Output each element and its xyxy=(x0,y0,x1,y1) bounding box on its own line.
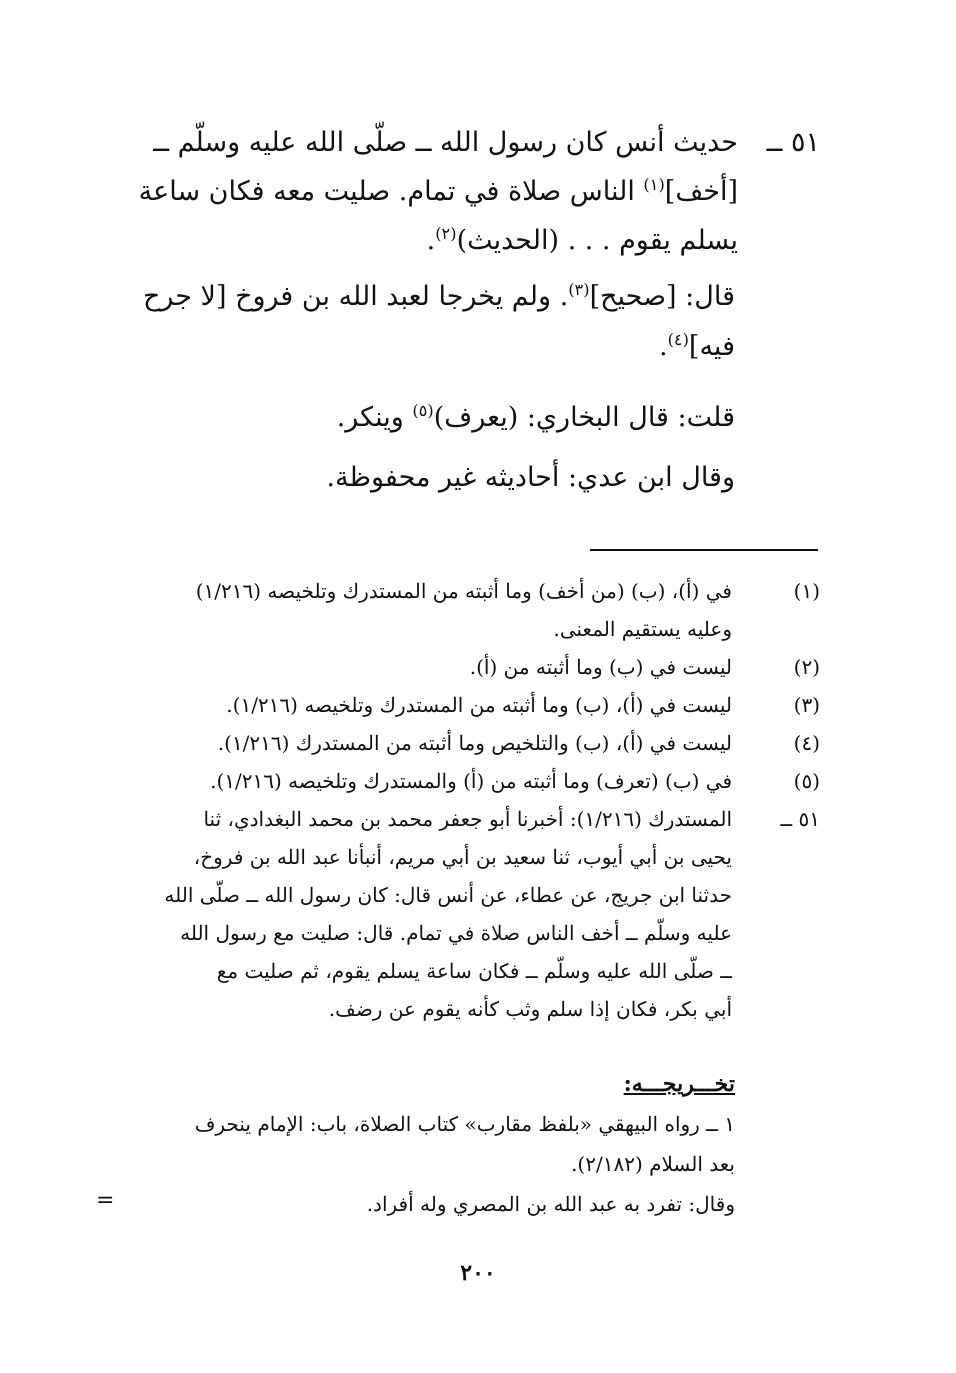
hadith-line-3: يسلم يقوم . . . (الحديث)$^{(٢)}$. xyxy=(426,224,738,256)
footnote-number: (٥) xyxy=(793,769,820,793)
footnote: (٣) ليست في (أ)، (ب) وما أثبته من المستدرك وتلخيصه (١/٢١٦). xyxy=(120,686,820,724)
hadith-text xyxy=(120,118,820,265)
footnote-number: (٢) xyxy=(793,655,820,679)
ibn-adi-line: وقال ابن عدي: أحاديثه غير محفوظة. xyxy=(326,462,735,493)
footnote-ref: (٢) xyxy=(435,224,457,243)
author-comment: قلت: قال البخاري: (يعرف)$^{(٥)}$ وينكر. وقال ابن عدي: أحاديثه غير محفوظة. xyxy=(120,388,735,508)
footnote: (٤) ليست في (أ)، (ب) والتلخيص وما أثبته من المستدرك (١/٢١٦). xyxy=(120,724,820,762)
takhrij-text: ١ ــ رواه البيهقي «بلفظ مقارب» كتاب الصلاة، باب: الإمام ينحرف بعد السلام (٢/١٨٢). وقال: تفرد به عبد الله بن المصري وله أفراد. xyxy=(194,1112,735,1216)
page-number: ٢٠٠ xyxy=(460,1260,496,1286)
hadith-number: ٥١ ــ xyxy=(766,127,820,158)
continuation-mark: = xyxy=(96,1188,115,1213)
footnote-number: (١) xyxy=(793,579,820,603)
footnote: (٥) في (ب) (تعرف) وما أثبته من (أ) والمستدرك وتلخيصه (١/٢١٦). xyxy=(120,762,820,800)
footnote-ref: (٣) xyxy=(568,280,590,299)
hadith-line-1: ٥١ ــحديث أنس كان رسول الله ــ صلّى الله عليه وسلّم ــ xyxy=(120,118,820,167)
footnotes xyxy=(120,572,820,1028)
footnote: (٢) ليست في (ب) وما أثبته من (أ). xyxy=(120,648,820,686)
footnote-number: (٤) xyxy=(793,731,820,755)
source-note: ٥١ ــ المستدرك (١/٢١٦): أخبرنا أبو جعفر محمد بن محمد البغدادي، ثنا يحيى بن أبي أيوب، ثنا سعيد بن أبي مريم، أنبأنا عبد الله بن فروخ، حدثنا ابن جريج، عن عطاء، عن أنس قال: كان رسول الله ــ صلّى الله عليه وسلّم ــ أخف الناس صلاة في تمام. قال: صليت مع رسول الله ــ صلّى الله عليه وسلّم ــ فكان ساعة يسلم يقوم، ثم صليت مع أبي بكر، فكان إذا سلم وثب كأنه يقوم عن رضف. xyxy=(120,800,820,1028)
footnote-separator xyxy=(590,549,818,551)
hakim-verdict: قال: [صحيح]$^{(٣)}$. ولم يخرجا لعبد الله بن فروخ [لا جرح فيه]$^{(٤)}$. xyxy=(142,280,735,362)
footnote-number: (٣) xyxy=(793,693,820,717)
footnote-ref: (٥) xyxy=(412,401,434,420)
takhrij-heading: تخـــريجـــه: xyxy=(623,1071,735,1097)
footnote-ref: (٤) xyxy=(667,330,689,349)
footnote-ref: (١) xyxy=(643,175,665,194)
footnote: (١) في (أ)، (ب) (من أخف) وما أثبته من المستدرك وتلخيصه (١/٢١٦) وعليه يستقيم المعنى. xyxy=(120,572,820,648)
source-note-number: ٥١ ــ xyxy=(780,807,820,831)
hadith-line-2: [أخف]$^{(١)}$ الناس صلاة في تمام. صليت معه فكان ساعة xyxy=(138,175,738,207)
